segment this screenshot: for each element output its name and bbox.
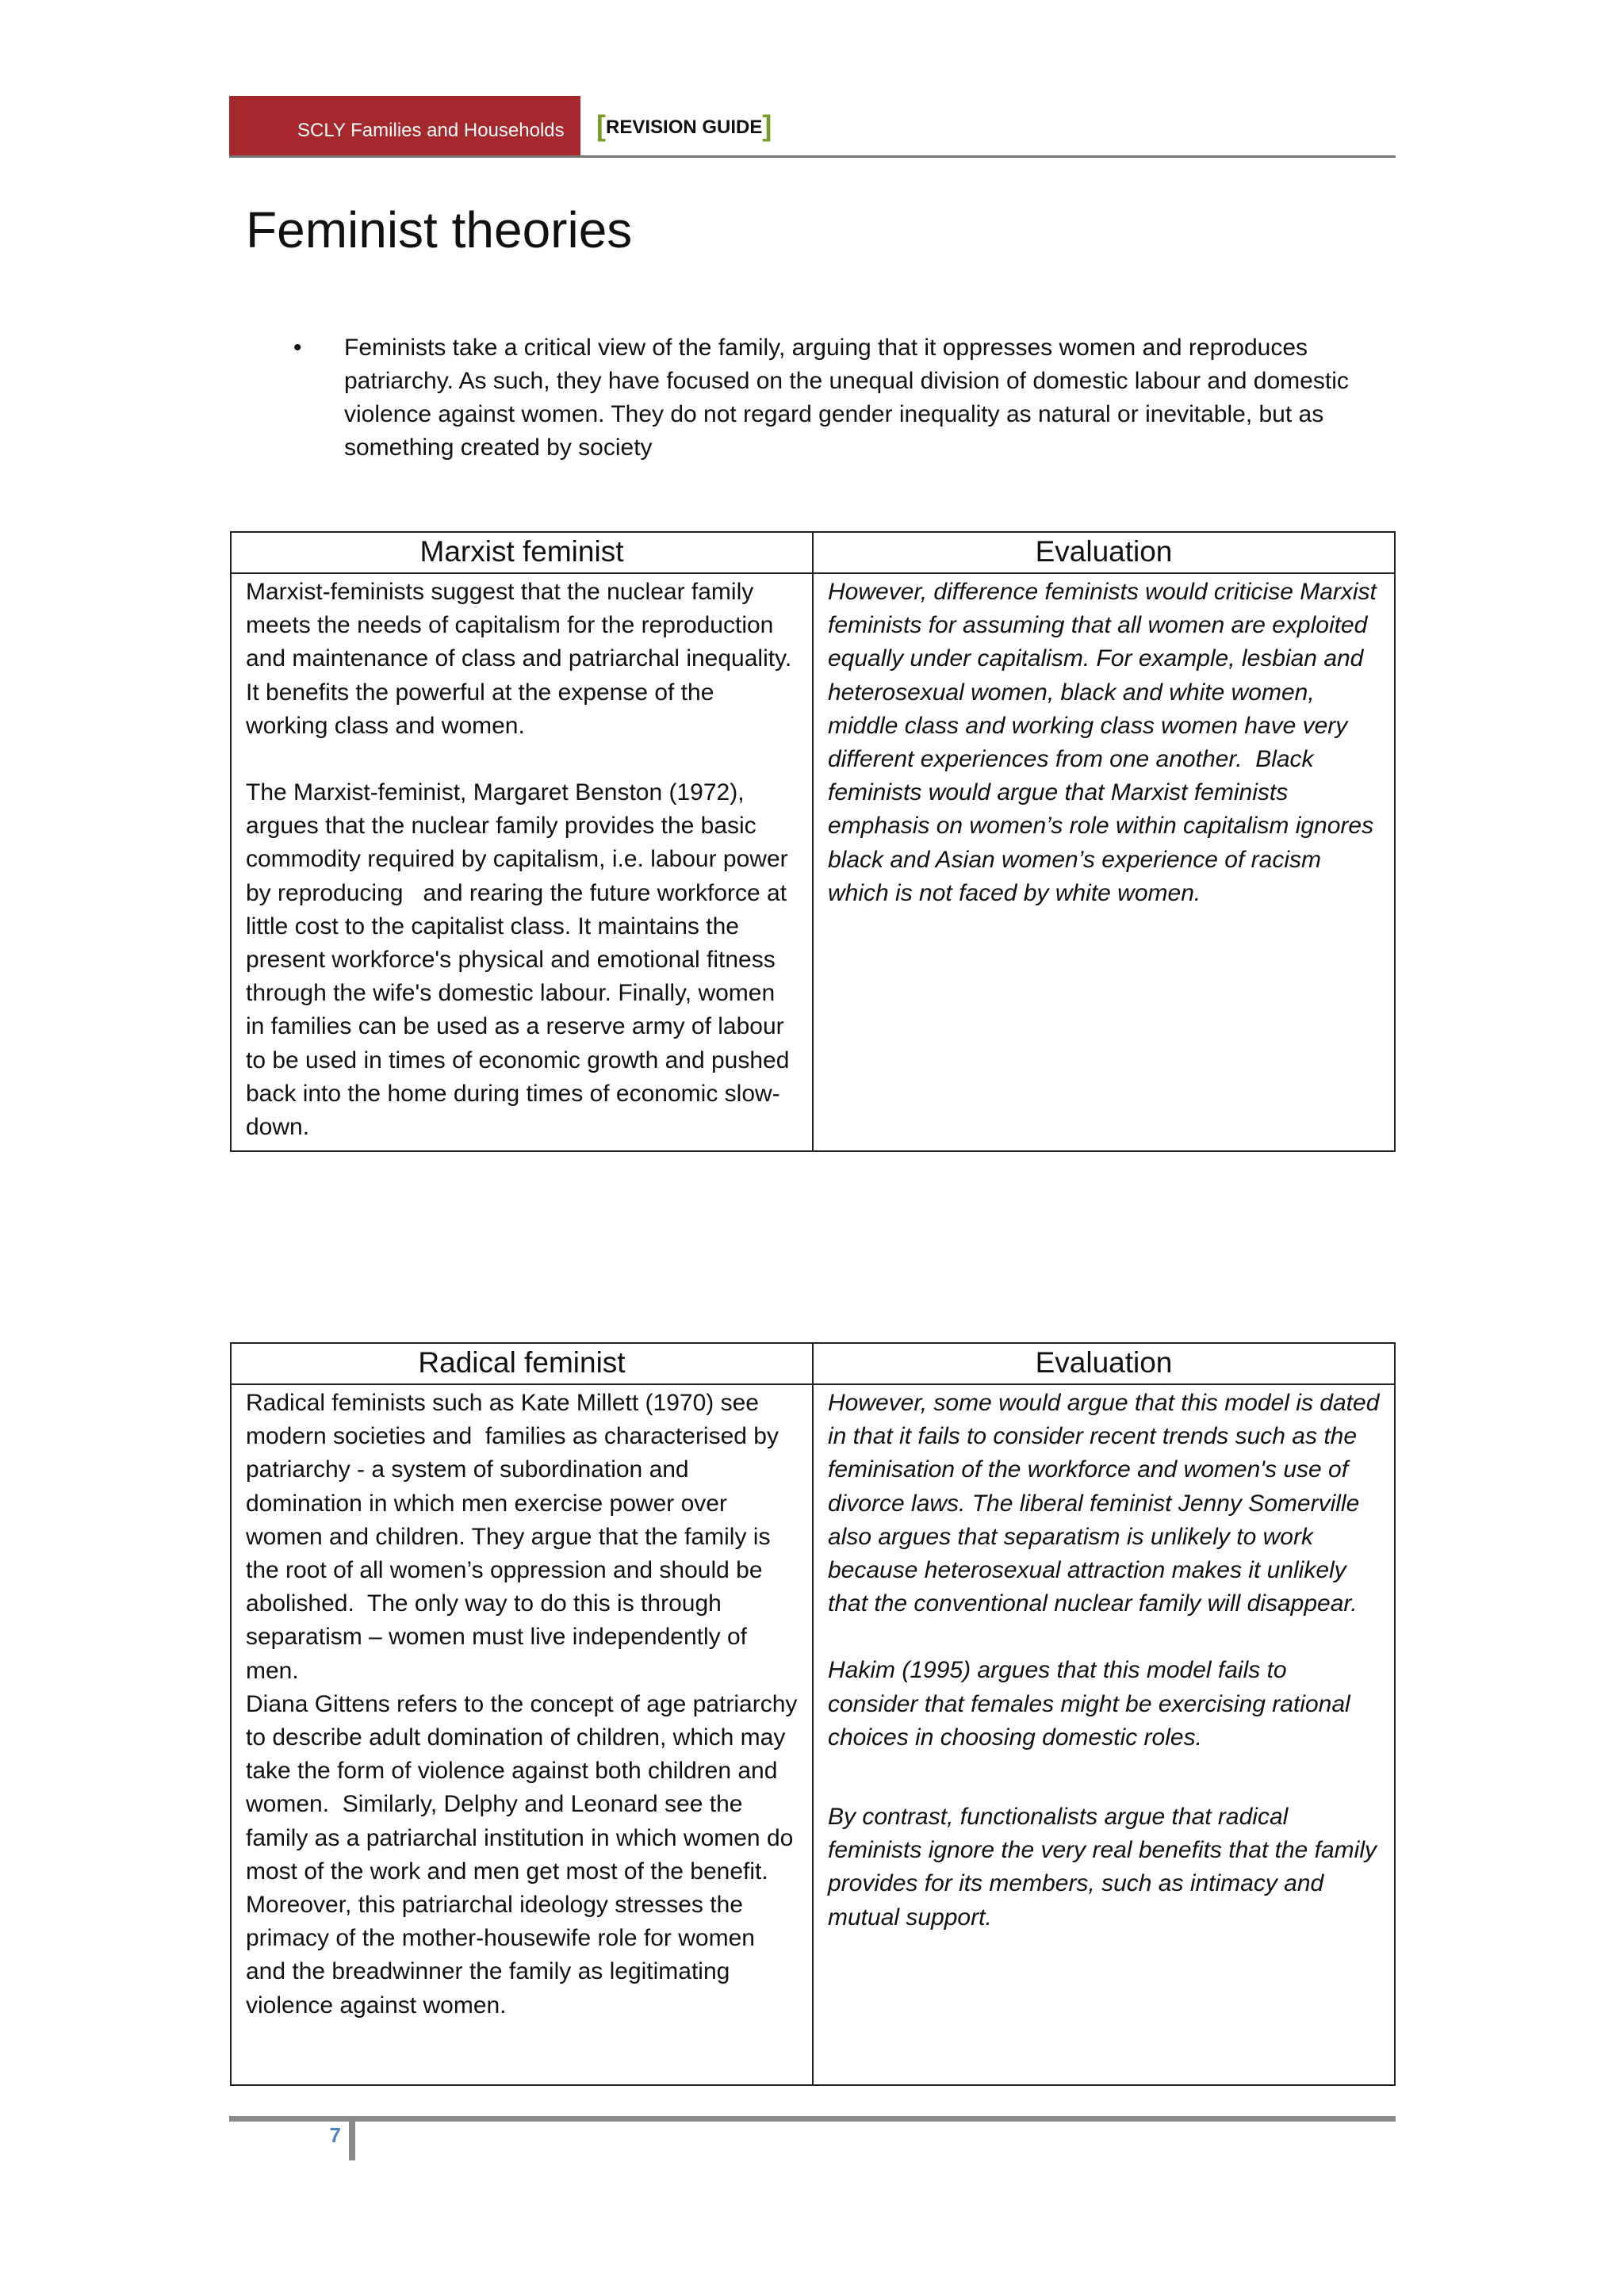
cell-paragraph: Radical feminists such as Kate Millett (1970) see modern societies and families as characterised by patriarchy - a system of subordination and domination in which men exercise power over women and children. They argue that the family is the root of all women’s oppression and should be abolished. The only way to do this is through separatism – women must live independently of men. bbox=[246, 1390, 786, 1684]
radical-feminist-table bbox=[230, 1342, 1396, 2086]
guide-label: REVISION GUIDE bbox=[606, 117, 763, 138]
cell-paragraph: However, some would argue that this model is dated in that it fails to consider recent trends such as the feminisation of the workforce and women's use of divorce laws. The liberal feminist Jenny Somerville also argues that separatism is unlikely to work because heterosexual attraction makes it unlikely that the conventional nuclear family will disappear. bbox=[828, 1390, 1386, 1617]
table-cell-theory bbox=[231, 1384, 813, 2085]
cell-paragraph: Marxist-feminists suggest that the nuclear family meets the needs of capitalism for the reproduction and maintenance of class and patriarchal inequality. It benefits the powerful at the expense of the working class and women. bbox=[246, 579, 799, 739]
table-heading: Marxist feminist bbox=[231, 532, 813, 573]
intro-paragraph: Feminists take a critical view of the family, arguing that it oppresses women and reproduces patriarchy. As such, they have focused on the unequal division of domestic labour and domestic violence against women. They do not regard gender inequality as natural or inevitable, but as something created by society bbox=[344, 335, 1349, 461]
header-rule bbox=[229, 155, 1396, 158]
table-heading: Evaluation bbox=[813, 1343, 1395, 1384]
cell-paragraph: The Marxist-feminist, Margaret Benston (1972), argues that the nuclear family provides the basic commodity required by capitalism, i.e. labour power by reproducing and rearing the future workforce at little cost to the capitalist class. It maintains the present workforce's physical and emotional fitness through the wife's domestic labour. Finally, women in families can be used as a reserve army of labour to be used in times of economic growth and pushed back into the home during times of economic slow-down. bbox=[246, 779, 796, 1141]
header-guide-tag bbox=[596, 109, 772, 143]
table-cell-theory bbox=[231, 573, 813, 1151]
table-heading: Radical feminist bbox=[231, 1343, 813, 1384]
cell-paragraph: By contrast, functionalists argue that radical feminists ignore the very real benefits that the family provides for its members, such as intimacy and mutual support. bbox=[828, 1804, 1384, 1931]
footer-rule bbox=[229, 2116, 1396, 2122]
header-band bbox=[229, 96, 580, 156]
table-cell-evaluation bbox=[813, 1384, 1395, 2085]
cell-paragraph: However, difference feminists would criticise Marxist feminists for assuming that all women are exploited equally under capitalism. For example, lesbian and heterosexual women, black and white women, middle class and working class women have very different experiences from one another. Black feminists would argue that Marxist feminists emphasis on women’s role within capitalism ignores black and Asian women’s experience of racism which is not faced by white women. bbox=[828, 579, 1384, 906]
page-title: Feminist theories bbox=[246, 201, 633, 258]
marxist-feminist-table bbox=[230, 531, 1396, 1152]
footer-tick bbox=[349, 2116, 355, 2160]
table-heading: Evaluation bbox=[813, 532, 1395, 573]
cell-paragraph: Diana Gittens refers to the concept of age patriarchy to describe adult domination of children, which may take the form of violence against both children and women. Similarly, Delphy and Leonard see the family as a patriarchal institution in which women do most of the work and men get most of the benefit. Moreover, this patriarchal ideology stresses the primacy of the mother-housewife role for women and the breadwinner the family as legitimating violence against women. bbox=[246, 1690, 804, 2019]
bullet-icon: • bbox=[293, 335, 302, 361]
bracket-close: ] bbox=[762, 109, 772, 142]
cell-paragraph: Hakim (1995) argues that this model fails to consider that females might be exercising rational choices in choosing domestic roles. bbox=[828, 1657, 1358, 1751]
bracket-open: [ bbox=[596, 109, 606, 142]
header-course-title: SCLY Families and Households bbox=[297, 120, 565, 141]
table-cell-evaluation bbox=[813, 573, 1395, 1151]
page-number: 7 bbox=[329, 2123, 341, 2147]
